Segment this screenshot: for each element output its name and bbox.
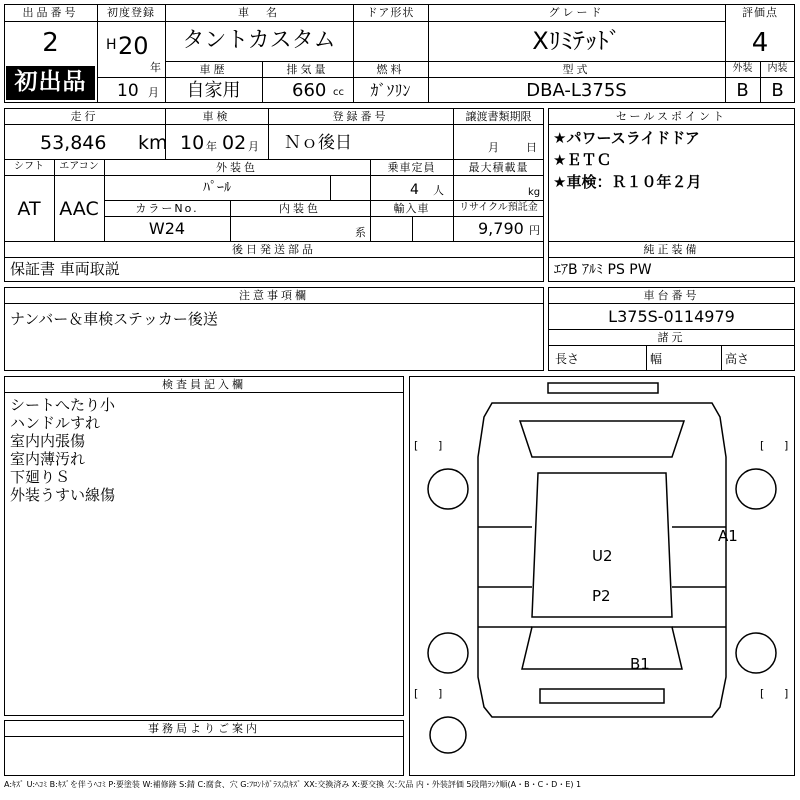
- note-4: 室内薄汚れ: [10, 450, 86, 468]
- inspector-notes: [10, 396, 115, 504]
- sales-point-1: ★パワースライドドア: [553, 129, 700, 147]
- lot-no-label: 出品番号: [22, 6, 79, 19]
- color-no: W24: [148, 219, 186, 238]
- interior-grade: B: [771, 80, 784, 101]
- shift: AT: [17, 198, 41, 220]
- import-label: 輸入車: [393, 202, 430, 215]
- year-unit: 年: [150, 61, 161, 74]
- length-label: 長さ: [555, 352, 580, 366]
- windshield-front: [520, 421, 684, 457]
- inspector-label: 検査員記入欄: [162, 378, 246, 391]
- svg-text:[: [: [414, 687, 419, 700]
- score: 4: [751, 28, 769, 58]
- rear-glass: [522, 627, 682, 669]
- wheel-rear-right-icon: [736, 633, 776, 673]
- spec-label: 諸元: [657, 331, 686, 344]
- transfer-label: 譲渡書類期限: [465, 110, 532, 123]
- displacement-unit: cc: [333, 87, 344, 98]
- width-label: 幅: [650, 352, 663, 366]
- svg-text:]: ]: [784, 687, 789, 700]
- history: 自家用: [186, 80, 241, 101]
- mileage-unit: km: [138, 132, 168, 154]
- exterior-label: 外装: [732, 63, 753, 74]
- caution: ナンバー＆車検ステッカー後送: [10, 310, 218, 328]
- equipment: ｴｱB ｱﾙﾐ PS PW: [554, 262, 652, 278]
- lot-no: 2: [42, 28, 59, 58]
- fuel: ｶﾞｿﾘﾝ: [370, 81, 411, 100]
- month-unit: 月: [148, 86, 159, 99]
- wheel-rear-left-icon: [428, 633, 468, 673]
- equipment-label: 純正装備: [643, 243, 700, 256]
- note-3: 室内内張傷: [10, 432, 86, 450]
- inspection-month: 02: [222, 132, 247, 154]
- note-1: シートへたり小: [10, 396, 116, 414]
- office-label: 事務局よりご案内: [148, 722, 260, 735]
- model: DBA-L375S: [526, 80, 627, 101]
- grade-label: グレード: [548, 6, 605, 19]
- svg-text:[: [: [414, 439, 419, 452]
- displacement-label: 排気量: [286, 63, 329, 76]
- chassis-number: L375S-0114979: [608, 307, 735, 326]
- interior-label: 内装: [767, 63, 788, 74]
- note-2: ハンドルすれ: [10, 414, 101, 432]
- score-label: 評価点: [742, 6, 778, 19]
- mark-a1: A1: [718, 527, 738, 545]
- history-label: 車歴: [199, 63, 228, 76]
- load-unit: kg: [528, 187, 541, 198]
- color-no-label: カラーNo.: [135, 202, 199, 215]
- inspection-month-unit: 月: [248, 140, 259, 153]
- inspection-label: 車検: [202, 110, 231, 123]
- recycle-label: リサイクル預託金: [459, 202, 538, 213]
- ac: AAC: [59, 198, 99, 220]
- fuel-label: 燃料: [376, 63, 405, 76]
- sales-point-2: ★ＥＴＣ: [553, 151, 612, 169]
- car-name-label: 車 名: [238, 6, 280, 19]
- capacity-unit: 人: [433, 184, 444, 197]
- recycle-unit: 円: [529, 224, 540, 237]
- legend: A:ｷｽﾞ U:ﾍｺﾐ B:ｷｽﾞを伴うﾍｺﾐ P:要塗装 W:補修跡 S:錆 C:腐食、穴 G:ﾌﾛﾝﾄｶﾞﾗｽ点ｷｽﾞ XX:交換済み X:要交換 欠:欠品 内・外装評価 5段階ﾗﾝｸ順(A・B・C・D・E) 1: [4, 780, 582, 789]
- front-bumper-strip: [540, 689, 664, 703]
- grade: Xﾘﾐﾃｯﾄﾞ: [532, 27, 621, 55]
- svg-text:]: ]: [438, 439, 443, 452]
- ext-color: ﾊﾟｰﾙ: [203, 180, 231, 196]
- door-label: ドア形状: [366, 6, 415, 19]
- later-parts: 保証書 車両取説: [10, 260, 120, 278]
- recycle: 9,790: [478, 219, 524, 238]
- svg-text:]: ]: [438, 687, 443, 700]
- note-5: 下廻りＳ: [10, 468, 71, 486]
- inspection-year-unit: 年: [206, 140, 217, 153]
- height-label: 高さ: [725, 352, 750, 366]
- svg-text:]: ]: [784, 439, 789, 452]
- sales-label: セールスポイント: [615, 110, 727, 123]
- note-6: 外装うすい線傷: [10, 486, 116, 504]
- caution-label: 注意事項欄: [239, 289, 309, 302]
- mark-p2: P2: [592, 587, 611, 605]
- wheel-front-left-icon: [428, 469, 468, 509]
- car-diagram-svg: [410, 377, 794, 775]
- reg-no-label: 登録番号: [332, 110, 389, 123]
- wheel-front-right-icon: [736, 469, 776, 509]
- ext-color-label: 外装色: [216, 161, 258, 174]
- later-parts-label: 後日発送部品: [232, 243, 316, 256]
- transfer-month-unit: 月: [488, 141, 499, 154]
- mileage-label: 走行: [70, 110, 99, 123]
- first-reg-label: 初度登録: [107, 6, 155, 19]
- era: H: [106, 37, 117, 53]
- damage-diagram: [409, 376, 795, 776]
- mark-b1: B1: [630, 655, 650, 673]
- reg-no: Ｎｏ後日: [284, 133, 352, 153]
- sales-point-3: ★車検：Ｒ１０年２月: [553, 173, 702, 191]
- first-listing-text: 初出品: [14, 69, 87, 95]
- int-color-label: 内装色: [279, 202, 321, 215]
- ac-label: エアコン: [59, 161, 99, 172]
- exterior-grade: B: [736, 80, 749, 101]
- capacity-label: 乗車定員: [387, 161, 436, 174]
- mark-u2: U2: [592, 547, 613, 565]
- model-label: 型式: [562, 63, 591, 76]
- chassis-label: 車台番号: [643, 289, 700, 302]
- int-color-suffix: 系: [355, 226, 366, 239]
- first-reg-month: 10: [117, 81, 139, 101]
- car-name: タントカスタム: [182, 28, 336, 53]
- spare-tire-icon: [430, 717, 466, 753]
- transfer-day-unit: 日: [526, 141, 537, 154]
- shift-label: シフト: [14, 161, 44, 172]
- capacity: 4: [410, 182, 419, 198]
- inspection-year: 10: [180, 132, 205, 154]
- mileage: 53,846: [40, 132, 107, 154]
- first-reg-year: 20: [118, 32, 149, 60]
- load-label: 最大積載量: [468, 161, 529, 174]
- svg-text:[: [: [760, 687, 765, 700]
- displacement: 660: [292, 80, 327, 101]
- svg-text:[: [: [760, 439, 765, 452]
- rear-bumper-strip: [548, 383, 658, 393]
